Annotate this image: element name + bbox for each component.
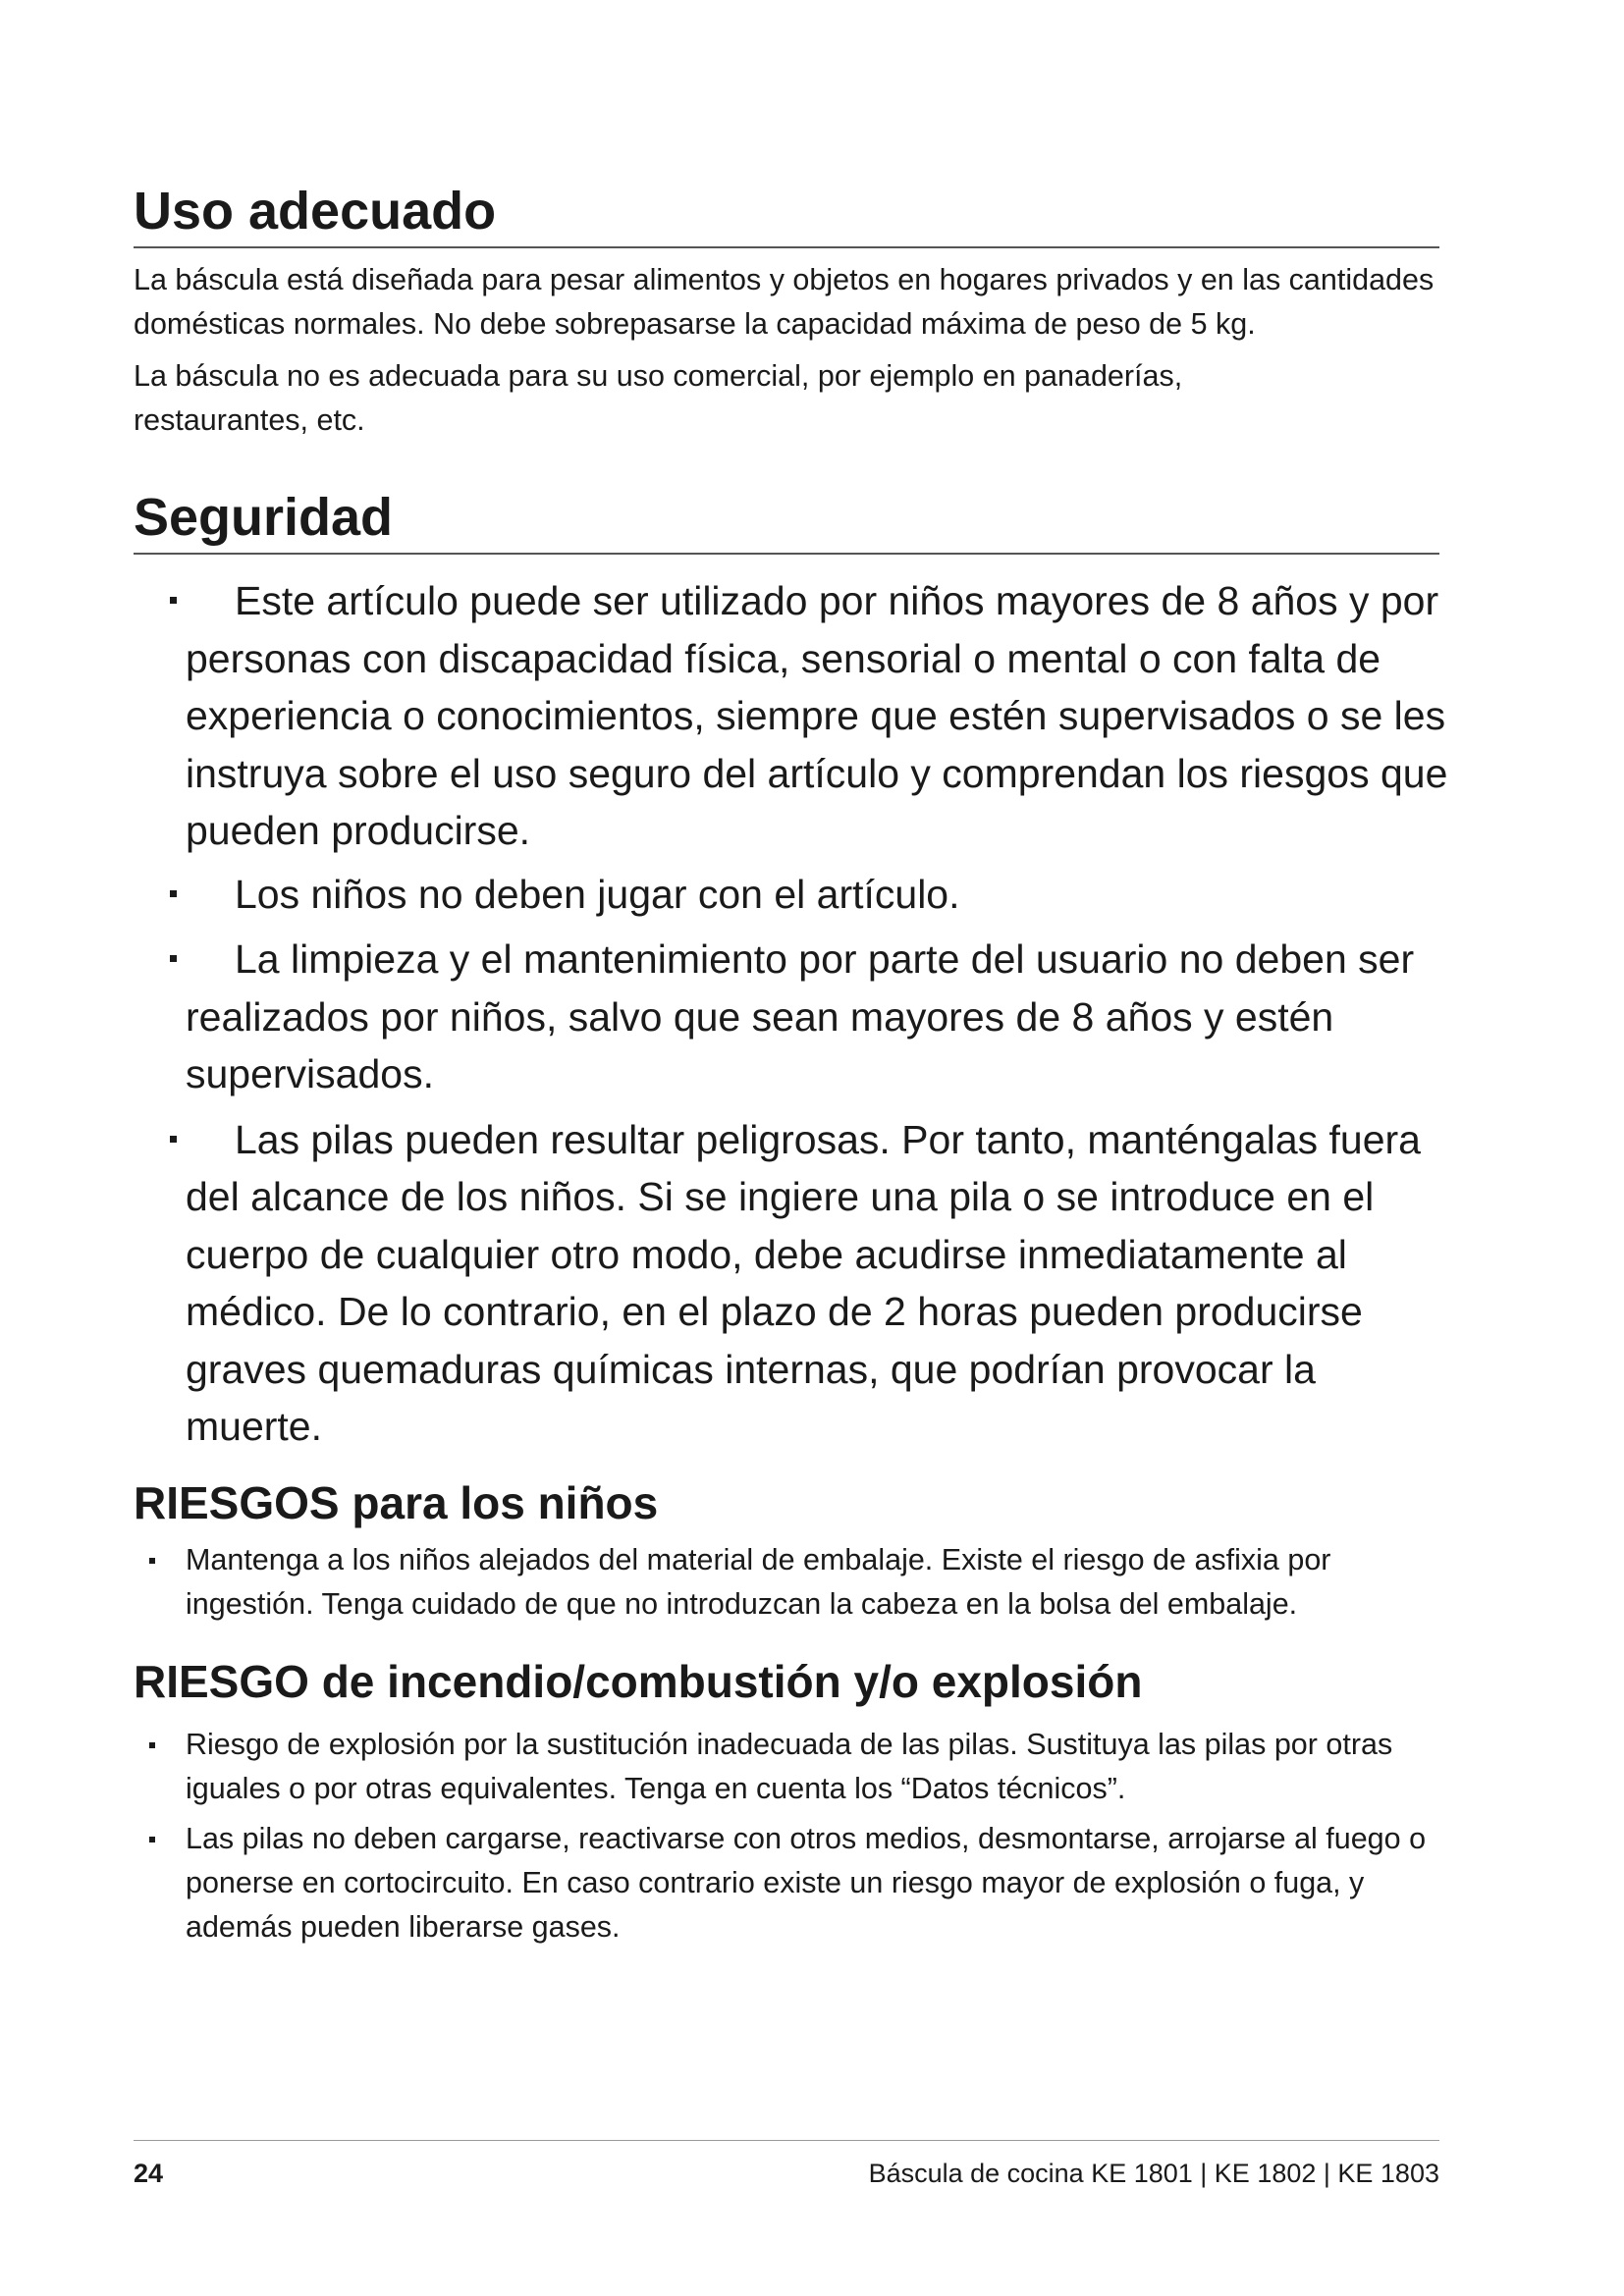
riesgos-ninos-list: [134, 1538, 1439, 1627]
seguridad-list: [134, 572, 1508, 1456]
section-title-uso-adecuado: Uso adecuado: [134, 180, 1439, 248]
list-item: [134, 1111, 1452, 1456]
list-item: [134, 1723, 1452, 1811]
list-item-text: La limpieza y el mantenimiento por parte del usuario no deben ser realizados por niños, salvo que sean mayores de 8 años y estén supervisados.: [186, 936, 1415, 1096]
bullet-icon: [149, 1837, 155, 1842]
page-number: 24: [134, 2159, 164, 2188]
running-title: Báscula de cocina KE 1801 | KE 1802 | KE 1803: [868, 2159, 1439, 2188]
bullet-icon: [149, 1742, 155, 1748]
list-item: [134, 866, 1508, 924]
page-content: [134, 0, 1448, 1949]
section-title-seguridad: Seguridad: [134, 486, 1439, 555]
riesgo-incendio-list: [134, 1723, 1439, 1949]
bullet-icon: [170, 890, 177, 897]
bullet-icon: [170, 955, 177, 962]
section-title-riesgo-incendio: RIESGO de incendio/combustión y/o explosión: [134, 1655, 1143, 1707]
list-item-text: Las pilas pueden resultar peligrosas. Por tanto, manténgalas fuera del alcance de los niños. Si se ingiere una pila o se introduce en el cuerpo de cualquier otro modo, debe acudirse inmediatamente al médico. De lo contrario, en el plazo de 2 horas pueden producirse graves quemaduras químicas internas, que podrían provocar la muerte.: [186, 1116, 1421, 1449]
bullet-icon: [149, 1558, 155, 1564]
list-item-text: Las pilas no deben cargarse, reactivarse con otros medios, desmontarse, arrojarse al fuego o ponerse en cortocircuito. En caso contrario existe un riesgo mayor de explosión o fuga, y además pueden liberarse gases.: [186, 1821, 1427, 1944]
list-item-text: Este artículo puede ser utilizado por niños mayores de 8 años y por personas con discapacidad física, sensorial o mental o con falta de experiencia o conocimientos, siempre que estén supervisados o se les instruya sobre el uso seguro del artículo y comprendan los riesgos que pueden producirse.: [186, 578, 1448, 853]
list-item: [134, 572, 1452, 860]
paragraph-uso-2: La báscula no es adecuada para su uso comercial, por ejemplo en panaderías, restaurantes, etc.: [134, 359, 1183, 437]
list-item-text: Los niños no deben jugar con el artículo.: [235, 871, 960, 917]
list-item: [134, 1817, 1452, 1949]
list-item: [134, 931, 1521, 1103]
list-item-text: Mantenga a los niños alejados del material de embalaje. Existe el riesgo de asfixia por ingestión. Tenga cuidado de que no introduzcan la cabeza en la bolsa del embalaje.: [186, 1542, 1331, 1621]
list-item-text: Riesgo de explosión por la sustitución inadecuada de las pilas. Sustituya las pilas por otras iguales o por otras equivalentes. Tenga en cuenta los “Datos técnicos”.: [186, 1727, 1393, 1805]
bullet-icon: [170, 597, 177, 604]
paragraph-uso-1: La báscula está diseñada para pesar alimentos y objetos en hogares privados y en las cantidades domésticas normales. No debe sobrepasarse la capacidad máxima de peso de 5 kg.: [134, 263, 1435, 341]
section-title-riesgos-ninos: RIESGOS para los niños: [134, 1476, 659, 1528]
list-item: [134, 1538, 1413, 1627]
bullet-icon: [170, 1136, 177, 1143]
footer-divider: [134, 2140, 1439, 2141]
